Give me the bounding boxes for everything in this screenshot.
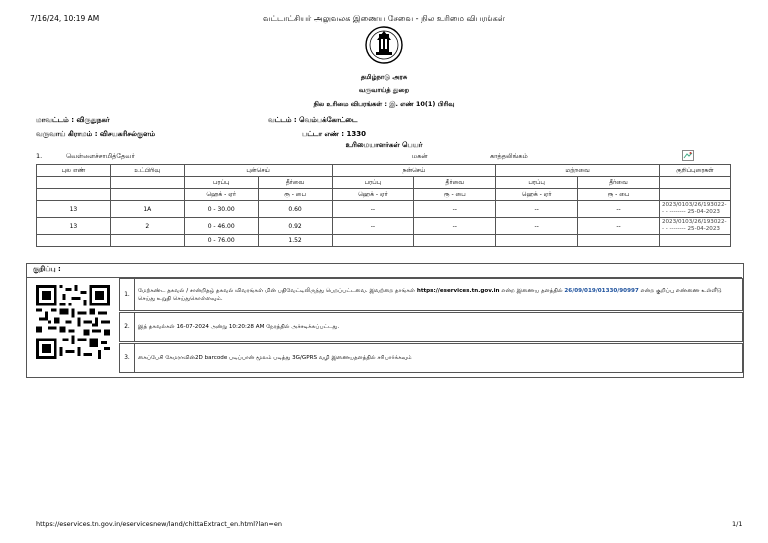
owner-name: வெள்ளைச்சாமித்தேவர் [66, 152, 135, 160]
owners-heading: உரிமையாளர்கள் பெயர் [345, 141, 423, 149]
col-tax: தீர்வை [414, 177, 496, 189]
col-subdivision: உட்பிரிவு [110, 165, 184, 177]
col-area: பரப்பு [496, 177, 578, 189]
owner-number: 1. [36, 152, 43, 160]
table-row: 13 2 0 - 46.00 0.92 -- -- -- -- 2023/0103/26/193022-- - -------- 25-04-2023 [37, 218, 731, 235]
table-header-row [37, 165, 731, 177]
doc-heading: நில உரிமை விபரங்கள் : இ. எண் 10(1) பிரிவு [313, 100, 455, 108]
qr-code-icon[interactable] [36, 285, 110, 359]
print-datetime: 7/16/24, 10:19 AM [30, 14, 100, 23]
eservices-link[interactable]: https://eservices.tn.gov.in [416, 287, 500, 294]
col-tax: தீர்வை [578, 177, 660, 189]
page-title: வட்டாட்சியர் அலுவலக இணைய சேவை - நில உரிமை விபரங்கள் [262, 14, 506, 23]
unit-hectare: ஹெக் - ஏர் [332, 189, 414, 201]
remark-cell: 2023/0103/26/193022-- - -------- 25-04-2023 [659, 218, 730, 235]
gov-name: தமிழ்நாடு அரசு [360, 73, 408, 81]
col-survey-no: புல எண் [37, 165, 111, 177]
col-area: பரப்பு [332, 177, 414, 189]
unit-hectare: ஹெக் - ஏர் [496, 189, 578, 201]
reference-code-link[interactable]: 26/09/019/01330/90997 [564, 287, 639, 294]
col-area: பரப்பு [184, 177, 258, 189]
page-number: 1/1 [732, 520, 743, 528]
dept-name: வருவாய்த் துறை [358, 86, 410, 94]
note-item-3: 3. கைப்பேசி கேமராவின்2D barcode படிப்பான் மூலம் படித்து 3G/GPRS வழி இணையதளத்தில் சரிபார்க்கவும் [119, 343, 743, 373]
remark-cell: 2023/0103/26/193022-- - -------- 25-04-2023 [659, 201, 730, 218]
unit-rupee: ரூ - பை [578, 189, 660, 201]
unit-rupee: ரூ - பை [258, 189, 332, 201]
owner-father-name: காத்தலிங்கம் [490, 152, 528, 160]
broken-image-icon [682, 150, 694, 161]
col-wet-land: நன்செய் [332, 165, 496, 177]
unit-rupee: ரூ - பை [414, 189, 496, 201]
owner-relation: மகன் [412, 152, 428, 160]
district-label: மாவட்டம் : விருதுநகர் [36, 116, 110, 124]
table-total-row [37, 235, 731, 247]
col-tax: தீர்வை [258, 177, 332, 189]
total-tax: 1.52 [258, 235, 332, 247]
notes-heading: குறிப்பு : [26, 263, 742, 278]
unit-hectare: ஹெக் - ஏர் [184, 189, 258, 201]
land-details-table [36, 164, 731, 247]
footer-url[interactable]: https://eservices.tn.gov.in/eservicesnew/land/chittaExtract_en.html?lan=en [36, 520, 282, 528]
total-area: 0 - 76.00 [184, 235, 258, 247]
note-item-2: 2. இத் தகவல்கள் 16-07-2024 அன்று 10:20:28 AM நேரத்தில் அச்சடிக்கப்பட்டது. [119, 312, 743, 342]
table-subheader-row [37, 177, 731, 189]
note-item-1: 1. மேற்கண்ட தகவல் / சான்றிதழ் தகவல் விவரங்கள் மின் பதிவேட்டிலிருந்து பெறப்பட்டவை. இவற்றை தாங்கள் https://eservices.tn.gov.in என்ற இணைய தளத்தில் 26/09/019/01330/90997 என்ற குறிப்பு எண்ணை உள்ளீடு செய்து உறுதி செய்துகொள்ளவும். [119, 278, 743, 311]
taluk-label: வட்டம் : வெம்பக்கோட்டை [268, 116, 358, 124]
table-units-row [37, 189, 731, 201]
col-remarks: குறிப்புரைகள் [659, 165, 730, 177]
col-dry-land: புன்செய் [184, 165, 332, 177]
col-others: மற்றவை [496, 165, 660, 177]
village-label: வருவாய் கிராமம் : விசயகரிசல்குளம் [36, 130, 156, 138]
table-row: 13 1A 0 - 30.00 0.60 -- -- -- -- 2023/0103/26/193022-- - -------- 25-04-2023 [37, 201, 731, 218]
tn-govt-emblem-icon [364, 25, 404, 65]
patta-number: பட்டா எண் : 1330 [302, 130, 366, 138]
